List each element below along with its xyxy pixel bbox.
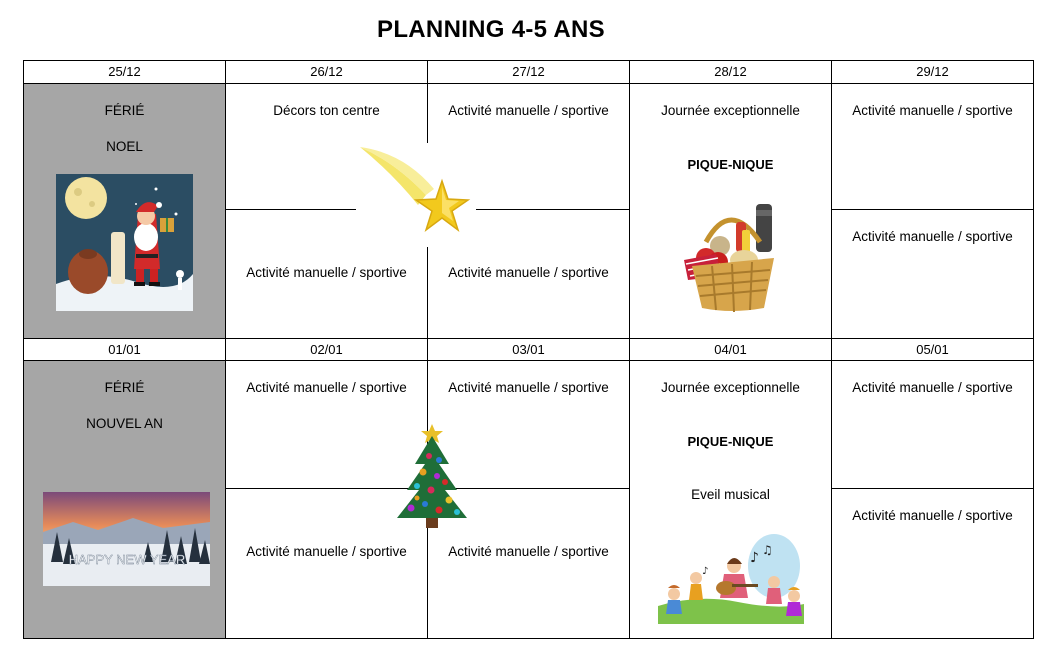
activity-am: Activité manuelle / sportive — [448, 380, 609, 395]
svg-text:♪: ♪ — [702, 566, 709, 577]
activity-pm: Activité manuelle / sportive — [448, 265, 609, 280]
music-activity-label: Eveil musical — [691, 487, 770, 502]
date-header: 29/12 — [916, 64, 949, 79]
shooting-star-icon — [356, 143, 476, 247]
date-header: 01/01 — [108, 342, 141, 357]
special-day-label: Journée exceptionnelle — [661, 103, 800, 118]
date-header: 05/01 — [916, 342, 949, 357]
special-day-label: Journée exceptionnelle — [661, 380, 800, 395]
santa-claus-image — [56, 174, 193, 311]
picnic-label: PIQUE-NIQUE — [687, 434, 774, 449]
date-header: 26/12 — [310, 64, 343, 79]
holiday-name: NOUVEL AN — [86, 416, 163, 431]
date-header: 27/12 — [512, 64, 545, 79]
date-header: 03/01 — [512, 342, 545, 357]
picnic-label: PIQUE-NIQUE — [687, 157, 774, 172]
date-header: 04/01 — [714, 342, 747, 357]
holiday-label: FÉRIÉ — [104, 380, 145, 395]
picnic-basket-image — [676, 202, 784, 314]
activity-pm: Activité manuelle / sportive — [246, 265, 407, 280]
date-header: 02/01 — [310, 342, 343, 357]
activity-pm: Activité manuelle / sportive — [852, 229, 1013, 244]
activity-pm: Activité manuelle / sportive — [448, 544, 609, 559]
holiday-name: NOEL — [106, 139, 143, 154]
music-picnic-image — [658, 532, 804, 624]
activity-am: Activité manuelle / sportive — [448, 103, 609, 118]
date-header: 28/12 — [714, 64, 747, 79]
activity-am: Activité manuelle / sportive — [246, 380, 407, 395]
christmas-tree-icon — [393, 420, 471, 530]
svg-text:♪: ♪ — [750, 550, 759, 566]
activity-pm: Activité manuelle / sportive — [852, 508, 1013, 523]
happy-new-year-text: HAPPY NEW YEAR — [68, 552, 186, 567]
activity-am: Activité manuelle / sportive — [852, 380, 1013, 395]
activity-am: Activité manuelle / sportive — [852, 103, 1013, 118]
date-header: 25/12 — [108, 64, 141, 79]
holiday-label: FÉRIÉ — [104, 103, 145, 118]
page-title: PLANNING 4-5 ANS — [377, 16, 605, 43]
new-year-landscape-image — [43, 492, 210, 586]
activity-pm: Activité manuelle / sportive — [246, 544, 407, 559]
activity-am: Décors ton centre — [273, 103, 380, 118]
svg-text:♫: ♫ — [762, 543, 773, 557]
